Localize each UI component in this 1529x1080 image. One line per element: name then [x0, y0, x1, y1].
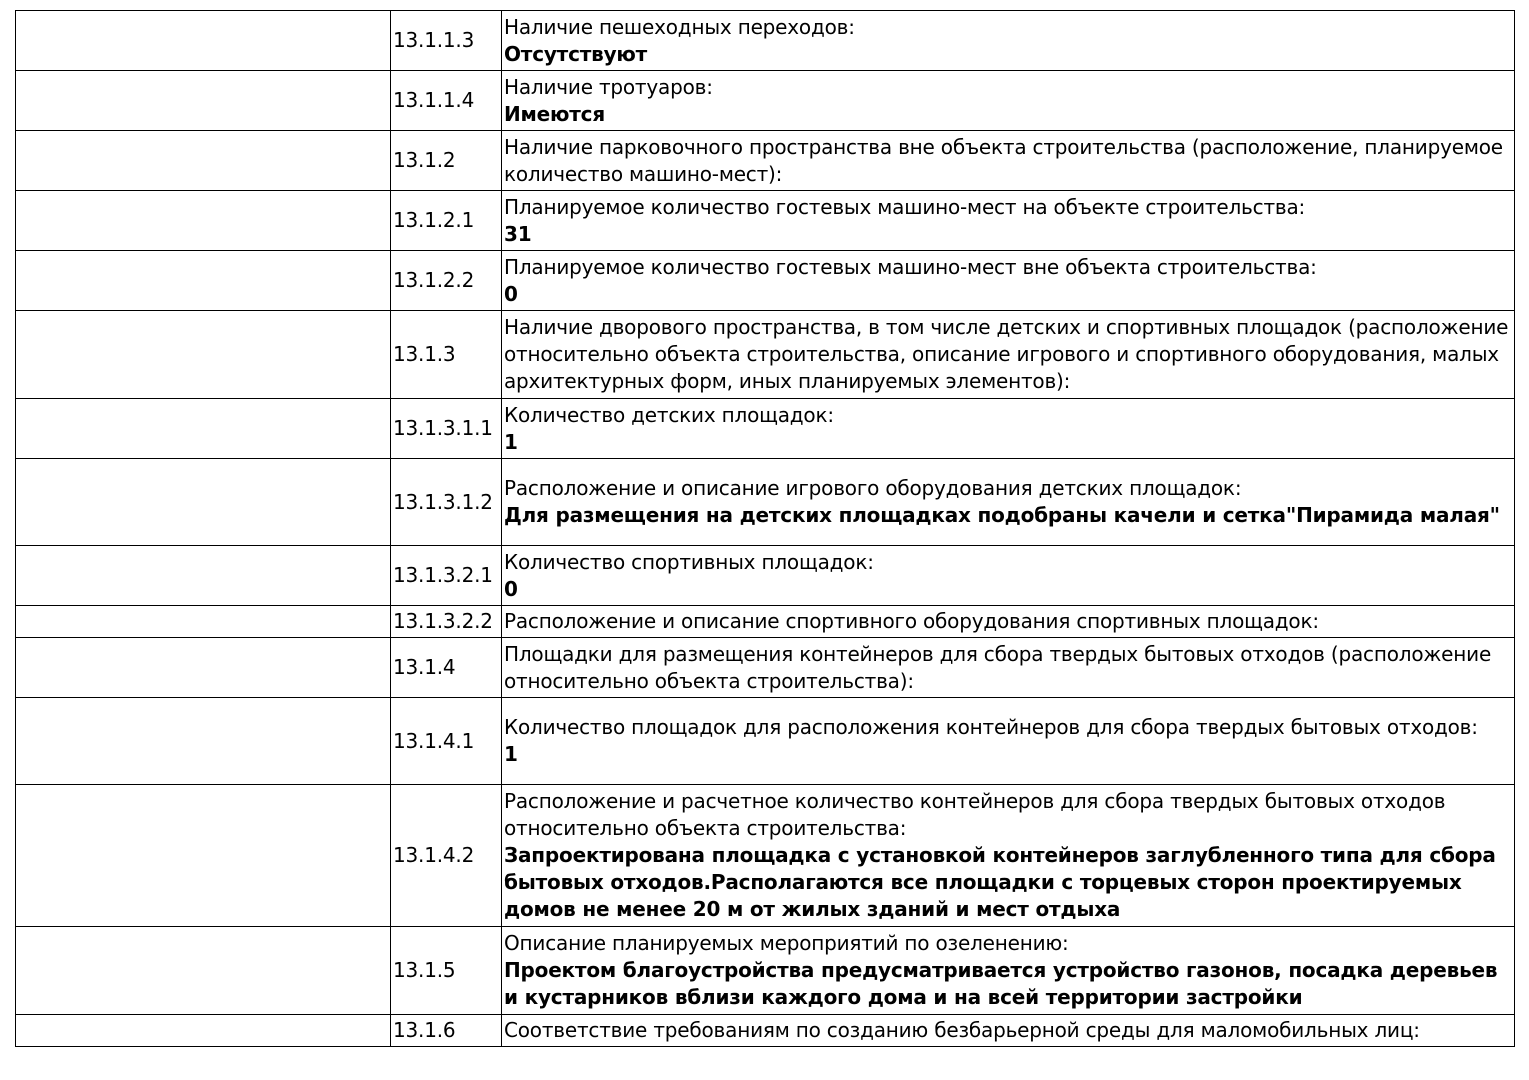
row-code: 13.1.1.4 — [391, 71, 502, 131]
empty-cell — [16, 399, 391, 459]
table-row — [16, 131, 1515, 191]
row-label: Наличие дворового пространства, в том числе детских и спортивных площадок (расположение относительно объекта строительства, описание игрового и спортивного оборудования, малых архитектурных форм, иных планируемых элементов): — [504, 315, 1509, 393]
row-label: Наличие тротуаров: — [504, 74, 713, 99]
table-row — [16, 251, 1515, 311]
empty-cell — [16, 191, 391, 251]
table-row — [16, 399, 1515, 459]
empty-cell — [16, 131, 391, 191]
table-row — [16, 638, 1515, 698]
row-code: 13.1.3.1.1 — [391, 399, 502, 459]
row-content — [502, 606, 1515, 638]
row-content — [502, 11, 1515, 71]
row-label: Планируемое количество гостевых машино-мест на объекте строительства: — [504, 194, 1306, 219]
row-content — [502, 927, 1515, 1015]
row-code: 13.1.1.3 — [391, 11, 502, 71]
empty-cell — [16, 251, 391, 311]
row-content — [502, 71, 1515, 131]
table-row — [16, 1015, 1515, 1047]
row-code: 13.1.2.2 — [391, 251, 502, 311]
row-value: 1 — [504, 742, 518, 766]
empty-cell — [16, 311, 391, 399]
declaration-table — [15, 10, 1515, 1047]
row-label: Планируемое количество гостевых машино-мест вне объекта строительства: — [504, 254, 1317, 279]
row-label: Количество площадок для расположения контейнеров для сбора твердых бытовых отходов: — [504, 715, 1478, 739]
row-content — [502, 638, 1515, 698]
row-content — [502, 131, 1515, 191]
table-row — [16, 698, 1515, 785]
table-row — [16, 311, 1515, 399]
empty-cell — [16, 459, 391, 546]
row-label: Площадки для размещения контейнеров для сбора твердых бытовых отходов (расположение относительно объекта строительства): — [504, 641, 1492, 693]
empty-cell — [16, 11, 391, 71]
row-content — [502, 459, 1515, 546]
table-row — [16, 191, 1515, 251]
row-label: Наличие пешеходных переходов: — [504, 14, 855, 39]
empty-cell — [16, 71, 391, 131]
empty-cell — [16, 927, 391, 1015]
empty-cell — [16, 606, 391, 638]
row-content — [502, 698, 1515, 785]
row-label: Соответствие требованиям по созданию безбарьерной среды для маломобильных лиц: — [504, 1018, 1420, 1042]
row-label: Расположение и описание спортивного оборудования спортивных площадок: — [504, 609, 1319, 633]
row-content — [502, 399, 1515, 459]
row-code: 13.1.5 — [391, 927, 502, 1015]
row-value: Отсутствуют — [504, 41, 648, 66]
table-row — [16, 459, 1515, 546]
row-content — [502, 785, 1515, 927]
row-code: 13.1.2 — [391, 131, 502, 191]
row-value: 31 — [504, 221, 532, 246]
row-content — [502, 191, 1515, 251]
empty-cell — [16, 785, 391, 927]
row-value: 0 — [504, 281, 518, 306]
row-value: Для размещения на детских площадках подобраны качели и сетка"Пирамида малая" — [504, 503, 1500, 527]
row-value: Проектом благоустройства предусматривается устройство газонов, посадка деревьев и кустарников вблизи каждого дома и на всей территории застройки — [504, 958, 1498, 1009]
row-content — [502, 1015, 1515, 1047]
empty-cell — [16, 1015, 391, 1047]
row-value: Запроектирована площадка с установкой контейнеров заглубленного типа для сбора бытовых отходов.Располагаются все площадки с торцевых сторон проектируемых домов не менее 20 м от жилых зданий и мест отдыха — [504, 843, 1496, 921]
row-label: Расположение и описание игрового оборудования детских площадок: — [504, 476, 1242, 500]
row-code: 13.1.4 — [391, 638, 502, 698]
row-code: 13.1.4.2 — [391, 785, 502, 927]
row-code: 13.1.3.1.2 — [391, 459, 502, 546]
empty-cell — [16, 698, 391, 785]
row-value: Имеются — [504, 101, 605, 126]
table-row — [16, 927, 1515, 1015]
row-value: 1 — [504, 429, 518, 454]
row-code: 13.1.2.1 — [391, 191, 502, 251]
row-label: Количество спортивных площадок: — [504, 549, 874, 574]
row-value: 0 — [504, 576, 518, 601]
row-code: 13.1.4.1 — [391, 698, 502, 785]
table-row — [16, 11, 1515, 71]
table-row — [16, 546, 1515, 606]
row-label: Наличие парковочного пространства вне объекта строительства (расположение, планируемое количество машино-мест): — [504, 134, 1503, 186]
row-content — [502, 251, 1515, 311]
empty-cell — [16, 638, 391, 698]
row-content — [502, 311, 1515, 399]
table-row — [16, 785, 1515, 927]
row-label: Расположение и расчетное количество контейнеров для сбора твердых бытовых отходов относительно объекта строительства: — [504, 789, 1446, 840]
row-code: 13.1.6 — [391, 1015, 502, 1047]
table-row — [16, 71, 1515, 131]
row-label: Количество детских площадок: — [504, 402, 834, 427]
row-code: 13.1.3.2.2 — [391, 606, 502, 638]
table-row — [16, 606, 1515, 638]
row-label: Описание планируемых мероприятий по озеленению: — [504, 931, 1069, 955]
row-content — [502, 546, 1515, 606]
row-code: 13.1.3 — [391, 311, 502, 399]
row-code: 13.1.3.2.1 — [391, 546, 502, 606]
empty-cell — [16, 546, 391, 606]
